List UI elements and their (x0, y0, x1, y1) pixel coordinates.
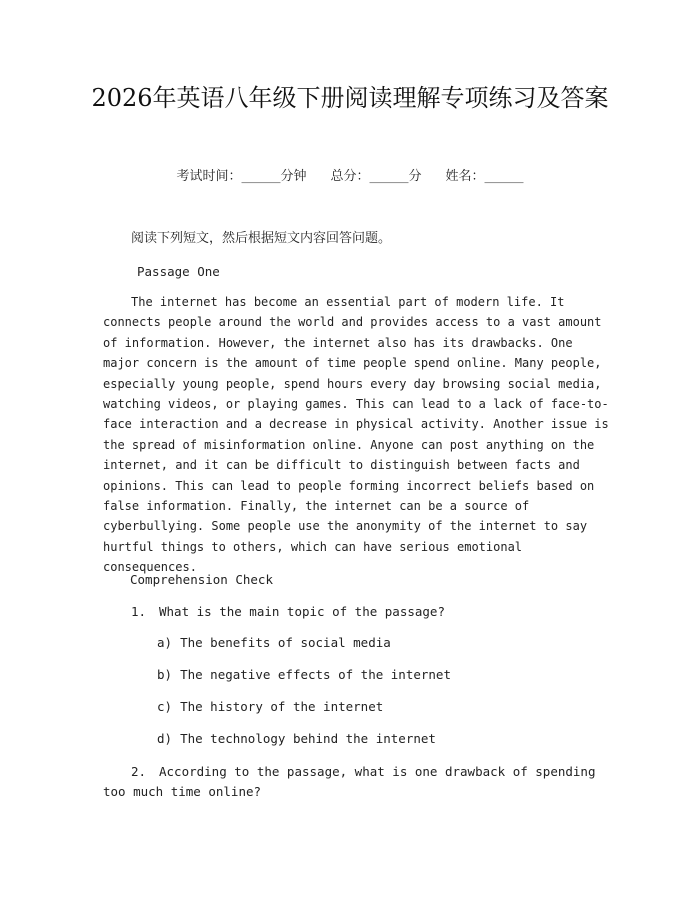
student-name-field: 姓名：______ (445, 169, 524, 184)
question-2 (103, 762, 613, 802)
option-d (157, 730, 436, 748)
question-text: According to the passage, what is one drawback of spending too much time online? (103, 764, 596, 799)
option-letter: a) (157, 635, 173, 650)
option-text: The negative effects of the internet (180, 667, 451, 682)
passage-body: The internet has become an essential part of modern life. It connects people around the world and provides access to a vast amount of information. However, the internet also has its drawbacks. One major concern is the amount of time people spend online. Many people, especially young people, spend hours every day browsing social media, watching videos, or playing games. This can lead to a lack of face-to-face interaction and a decrease in physical activity. Another issue is the spread of misinformation online. Anyone can post anything on the internet, and it can be difficult to distinguish between facts and opinions. This can lead to people forming incorrect beliefs based on false information. Finally, the internet can be a source of cyberbullying. Some people use the anonymity of the internet to say hurtful things to others, which can have serious emotional consequences. (103, 295, 609, 575)
option-a (157, 634, 391, 652)
option-c (157, 698, 383, 716)
question-number: 1. (131, 604, 147, 619)
question-number: 2. (131, 764, 147, 779)
option-letter: d) (157, 731, 173, 746)
passage-title: Passage One (137, 264, 220, 279)
question-1 (103, 602, 613, 622)
comprehension-heading: Comprehension Check (130, 572, 273, 587)
option-text: The technology behind the internet (180, 731, 436, 746)
exam-time-field: 考试时间：______分钟 (176, 169, 307, 184)
option-text: The benefits of social media (180, 635, 391, 650)
option-text: The history of the internet (180, 699, 384, 714)
reading-instruction: 阅读下列短文，然后根据短文内容回答问题。 (131, 231, 392, 246)
exam-info-line (0, 168, 700, 186)
option-letter: c) (157, 699, 173, 714)
total-score-field: 总分：______分 (330, 169, 422, 184)
page-title: 2026年英语八年级下册阅读理解专项练习及答案 (91, 84, 609, 112)
option-letter: b) (157, 667, 173, 682)
option-b (157, 666, 451, 684)
question-text: What is the main topic of the passage? (159, 604, 445, 619)
